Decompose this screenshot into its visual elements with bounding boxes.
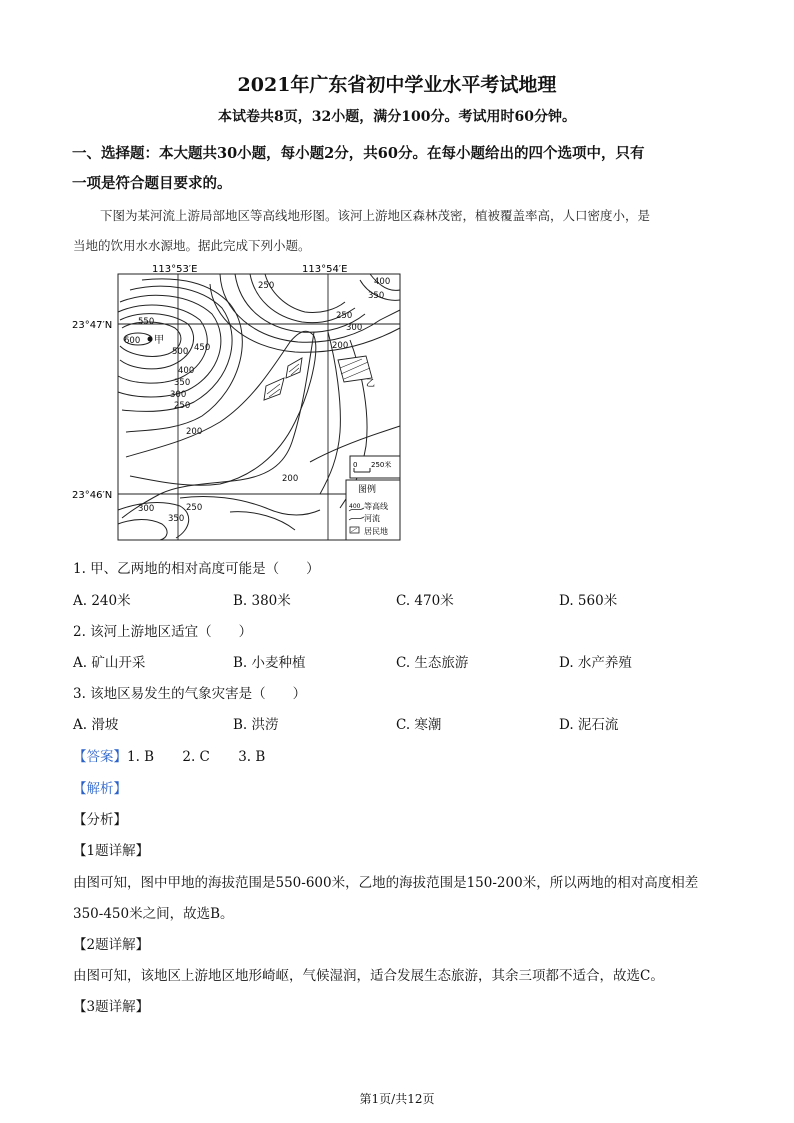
q1-option-c: C. 470米 (396, 593, 454, 609)
q3-option-a: A. 滑坡 (73, 717, 119, 733)
q3-option-d: D. 泥石流 (559, 717, 619, 733)
contour-label: 550 (138, 317, 155, 327)
detail-2-line1: 由图可知，该地区上游地区地形崎岖，气候湿润，适合发展生态旅游，其余三项都不适合，故选C。 (73, 968, 664, 984)
section-heading-line1: 一、选择题：本大题共30小题，每小题2分，共60分。在每小题给出的四个选项中，只有 (72, 145, 645, 162)
q1-option-d: D. 560米 (559, 593, 618, 609)
legend-contour: 等高线 (364, 502, 388, 511)
lat-label-top: 23°47′N (72, 320, 113, 331)
answer-row (73, 745, 265, 765)
answer-1: 1. B (127, 749, 155, 765)
contour-label: 600 (124, 336, 141, 346)
contour-label: 400 (178, 366, 195, 376)
detail-1-line1: 由图可知，图中甲地的海拔范围是550-600米，乙地的海拔范围是150-200米，所以两地的相对高度相差 (73, 875, 699, 891)
fenxi-label: 【分析】 (73, 812, 127, 828)
legend-contour-value: 400 (349, 503, 361, 510)
answer-3: 3. B (238, 749, 266, 765)
intro-line1: 下图为某河流上游局部地区等高线地形图。该河上游地区森林茂密，植被覆盖率高，人口密度小，是 (100, 208, 651, 223)
legend-title: 图例 (358, 485, 377, 495)
contour-label: 350 (174, 378, 191, 388)
point-jia-marker (148, 337, 153, 342)
analysis-label: 【解析】 (73, 781, 127, 797)
legend-settlement: 居民地 (364, 527, 388, 536)
contour-label: 300 (138, 504, 155, 514)
contour-label: 300 (170, 390, 187, 400)
contour-label: 200 (186, 427, 203, 437)
scale-length: 250米 (371, 461, 392, 469)
detail-3-heading: 【3题详解】 (73, 999, 150, 1015)
contour-label: 500 (172, 347, 189, 357)
contour-label: 250 (336, 311, 353, 321)
point-jia-label: 甲 (154, 335, 164, 346)
q3-option-c: C. 寒潮 (396, 717, 442, 733)
answer-label: 【答案】 (73, 749, 127, 765)
contour-label: 250 (258, 281, 275, 291)
q2-option-c: C. 生态旅游 (396, 655, 469, 671)
contour-label: 250 (186, 503, 203, 513)
legend-river: 河流 (364, 514, 380, 523)
answer-2: 2. C (182, 749, 210, 765)
q2-option-d: D. 水产养殖 (559, 655, 632, 671)
page-title: 2021年广东省初中学业水平考试地理 (237, 74, 557, 96)
contour-label: 200 (282, 474, 299, 484)
detail-1-heading: 【1题详解】 (73, 843, 150, 859)
contour-label: 400 (374, 277, 391, 287)
q3-option-b: B. 洪涝 (233, 717, 279, 733)
contour-label: 200 (332, 341, 349, 351)
scale-zero: 0 (353, 461, 358, 469)
detail-1-line2: 350-450米之间，故选B。 (73, 906, 234, 922)
exam-info: 本试卷共8页，32小题，满分100分。考试用时60分钟。 (218, 109, 576, 125)
lat-label-bottom: 23°46′N (72, 490, 113, 501)
contour-label: 250 (174, 401, 191, 411)
q1-option-a: A. 240米 (73, 593, 131, 609)
page-footer: 第1页/共12页 (359, 1092, 435, 1106)
lon-label-left: 113°53′E (152, 264, 198, 275)
question-3-stem: 3. 该地区易发生的气象灾害是（ ） (73, 686, 307, 702)
point-yi-label: 乙 (366, 379, 376, 389)
contour-map (70, 262, 410, 544)
contour-label: 450 (194, 343, 211, 353)
settlement-patch (264, 378, 284, 400)
intro-line2: 当地的饮用水水源地。据此完成下列小题。 (73, 238, 311, 253)
lon-label-right: 113°54′E (302, 264, 348, 275)
q2-option-a: A. 矿山开采 (73, 655, 146, 671)
contour-label: 350 (168, 514, 185, 524)
question-2-stem: 2. 该河上游地区适宜（ ） (73, 624, 253, 640)
detail-2-heading: 【2题详解】 (73, 937, 150, 953)
contour-label: 350 (368, 291, 385, 301)
q2-option-b: B. 小麦种植 (233, 655, 306, 671)
contour-label: 300 (346, 323, 363, 333)
question-1-stem: 1. 甲、乙两地的相对高度可能是（ ） (73, 561, 320, 577)
q1-option-b: B. 380米 (233, 593, 291, 609)
section-heading-line2: 一项是符合题目要求的。 (72, 175, 232, 192)
